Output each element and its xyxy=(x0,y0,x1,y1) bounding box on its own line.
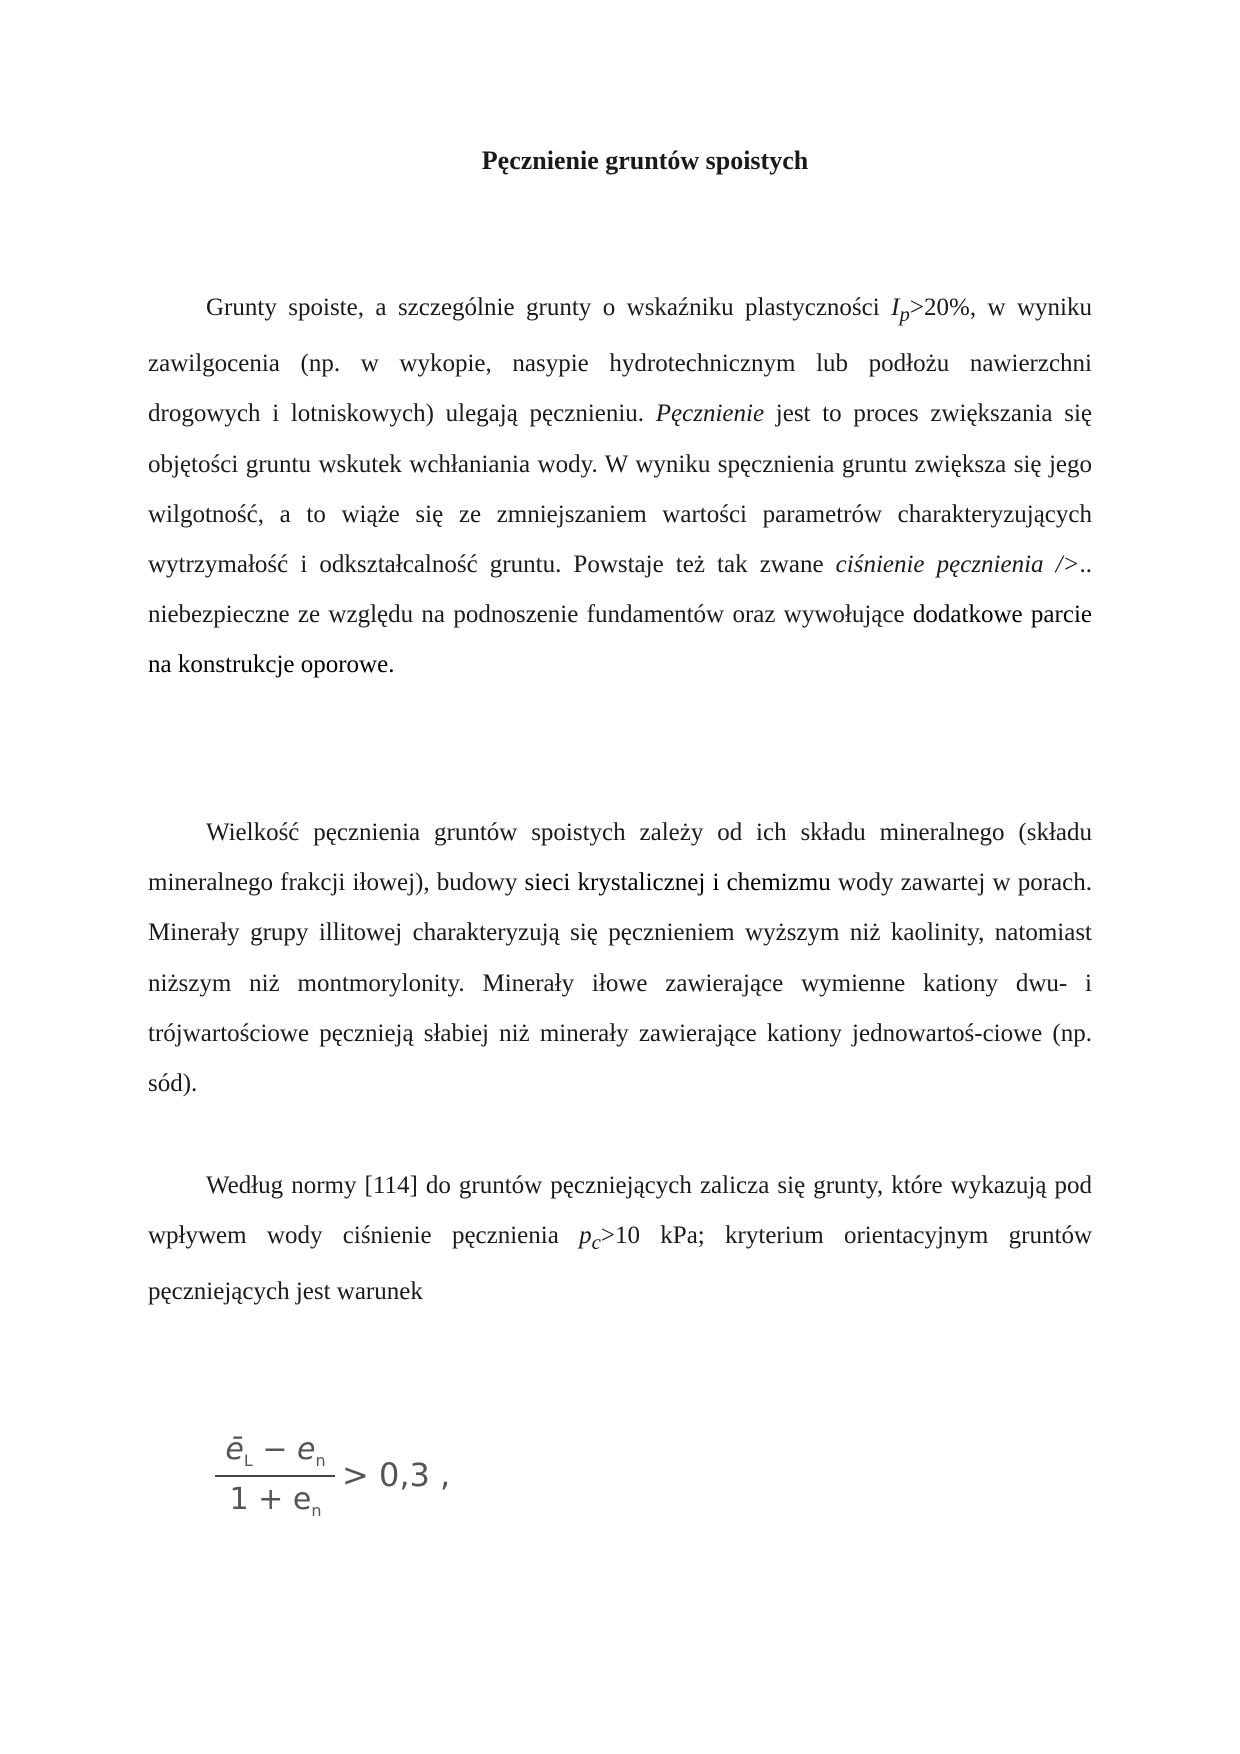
p2-text-3: wody zawartej w porach. Minerały grupy illitowej charakteryzują się pęcznieniem wyższym niż kaolinity, natomiast niższym niż montmorylonity. Minerały iłowe zawierające wymienne kationy dwu- i trójwartościowe pęcznieją słabiej niż minerały zawierające kationy jednowartoś-ciowe (np. sód). xyxy=(148,869,1092,1098)
paragraph-norm-criterion xyxy=(148,1161,1092,1318)
swelling-criterion-formula xyxy=(210,1428,470,1538)
plasticity-index-symbol: $I_p$ xyxy=(891,294,910,326)
p1-text-1: Grunty spoiste, a szczególnie grunty o wskaźniku plastyczności xyxy=(206,294,892,321)
paragraph-swelling-definition xyxy=(148,283,1092,691)
formula-rhs: > 0,3 , xyxy=(342,1456,451,1494)
p2-text-2: sieci krystalicznej i chemizmu xyxy=(524,869,831,897)
fraction-bar xyxy=(215,1475,335,1477)
paragraph-mineral-composition xyxy=(148,808,1092,1109)
term-swelling: Pęcznienie xyxy=(655,400,765,428)
p3-text-2: >10 kPa; kryterium orientacyjnym gruntów pęczniejących jest warunek xyxy=(148,1222,1092,1306)
p1-text-2: >20%, w wyniku zawilgocenia (np. w wykopie, nasypie hydrotechnicznym lub podłożu nawierzchni drogowych i lotniskowych) ulegają pęcznieniu. xyxy=(148,294,1093,428)
formula-denominator: $1 + e_n$ xyxy=(229,1482,322,1520)
page-title: Pęcznienie gruntów spoistych xyxy=(481,146,809,175)
p1-text-3: jest to proces zwiększania się objętości gruntu wskutek wchłaniania wody. W wyniku spęcznienia gruntu zwiększa się jego wilgotność, a to wiąże się ze zmniejszaniem wartości parametrów charakteryzujących wytrzymałość i odkształcalność gruntu. Powstaje też tak zwane xyxy=(148,400,1093,579)
formula-numerator: $ē_L - e_n$ xyxy=(225,1432,326,1470)
p3-text-1: Według normy [114] do gruntów pęczniejących zalicza się grunty, które wykazują pod wpływem wody ciśnienie pęcznienia xyxy=(148,1172,1092,1250)
p1-text-5: dodatkowe parcie na konstrukcje oporowe. xyxy=(148,601,1092,679)
swelling-pressure-symbol: $p_c$ xyxy=(579,1222,601,1255)
p2-text-1: Wielkość pęcznienia gruntów spoistych zależy od ich składu mineralnego (składu mineralnego frakcji iłowej), budowy xyxy=(148,819,1092,897)
term-swelling-pressure: ciśnienie pęcznienia /> xyxy=(835,551,1080,579)
p1-text-4: .. niebezpieczne ze względu na podnoszenie fundamentów oraz wywołujące xyxy=(148,551,1092,629)
